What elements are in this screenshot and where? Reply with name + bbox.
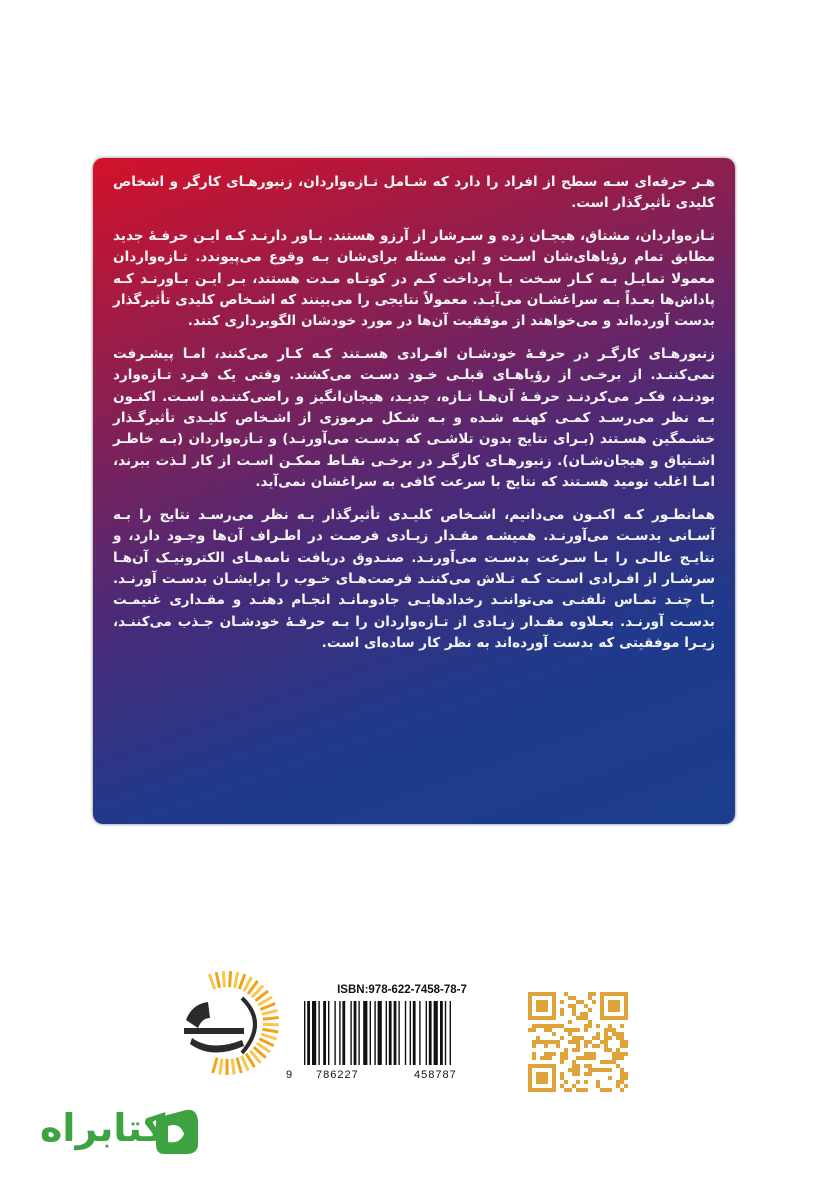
barcode-icon bbox=[294, 1001, 510, 1071]
publisher-logo-icon bbox=[172, 968, 282, 1078]
qr-code-icon bbox=[528, 992, 628, 1092]
paragraph-2: تـازه‌واردان، مشتاق، هیجـان زده و سـرشار از آرزو هستند. بـاور دارنـد کـه ایـن حرفـۀ جدید مطابق تمام رؤیاهای‌شان اسـت و این مسئله برای‌شان بـه وقوع می‌پیوندد. تـازه‌واردان معمولا تمایـل بـه کـار سـخت بـا پرداخت کـم در کوتـاه مـدت هستند، بـر ایـن بـاورنـد کـه پاداش‌ها بعـداً بـه سراغشـان می‌آیـد. معمولاً نتایجی را می‌بینند که اشـخاص کلیدی تأثیر‌گذار بدست آورده‌اند و می‌خواهند از موفقیت آن‌ها در مورد خودشان الگوبرداری کنند. bbox=[113, 227, 715, 330]
paragraph-3: زنبورهـای کارگـر در حرفـۀ خودشـان افـرادی هسـتند کـه کـار می‌کنند، امـا پیشـرفت نمی‌کننـد. از برخـی از رؤیاهـای قبلـی خـود دسـت می‌کشند. وقتی یک فـرد تـازه‌وارد بودنـد، فکـر می‌کردنـد حرفـۀ آن‌هـا تـازه، جدیـد، هیجان‌انگیز و راضی‌کننـده اسـت. اکنـون بـه نظر می‌رسـد کمـی کهنـه شـده و بـه شـکل مرموزی از اشـخاص کلیـدی تأثیر‌گـذار خشـمگین هسـتند (بـرای نتایج بدون تلاشـی که بدسـت می‌آورنـد) و تـازه‌واردان (بـه خاطـر اشـتیاق و هیجان‌شـان). زنبورهـای کارگـر در برخـی نقـاط ممکـن اسـت از کار لـذت ببرند، امـا اغلب نومید هسـتند که نتایج با سرعت کافی به سراغشان نمی‌آید. bbox=[113, 345, 715, 491]
barcode-group-2: 458787 bbox=[414, 1069, 457, 1081]
barcode-lead-digit: 9 bbox=[286, 1069, 294, 1081]
ketabrah-watermark: کتابراه bbox=[40, 1106, 166, 1150]
isbn-label: ISBN:978-622-7458-78-7 bbox=[337, 984, 467, 996]
back-cover-text-panel bbox=[93, 158, 735, 824]
barcode-block bbox=[286, 984, 518, 1088]
barcode-group-1: 786227 bbox=[316, 1069, 359, 1081]
paragraph-4: همانطـور کـه اکنـون می‌دانیم، اشـخاص کلیـدی تأثیر‌گذار بـه نظر می‌رسـد نتایج را بـه آسـانی بدسـت می‌آورنـد. همیشـه مقـدار زیـادی فرصـت در اطـراف آن‌ها وجـود دارد، و نتایـج عالـی را بـا سـرعت بدسـت می‌آورنـد. صنـدوق دریافت نامه‌هـای الکترونیـک آن‌هـا سرشـار از افـرادی اسـت کـه تـلاش می‌کننـد فرصت‌هـای خـوب را برایشـان بدسـت آورنـد. بـا چنـد تمـاس تلفنـی می‌تواننـد رخدادهایـی جادومانـد انجـام دهنـد و مقـداری غنیمـت بدسـت آورنـد. بعـلاوه مقـدار زیـادی از تـازه‌واردان را بـه حرفـۀ خودشـان جـذب می‌کننـد، زیـرا موفقیتی که بدست آورده‌اند به نظر کار ساده‌ای است. bbox=[113, 506, 715, 652]
paragraph-1: هـر حرفه‌ای سـه سطح از افراد را دارد که شـامل تـازه‌واردان، زنبورهـای کارگر و اشخاص کلیدی تأثیر‌گذار است. bbox=[113, 174, 715, 212]
